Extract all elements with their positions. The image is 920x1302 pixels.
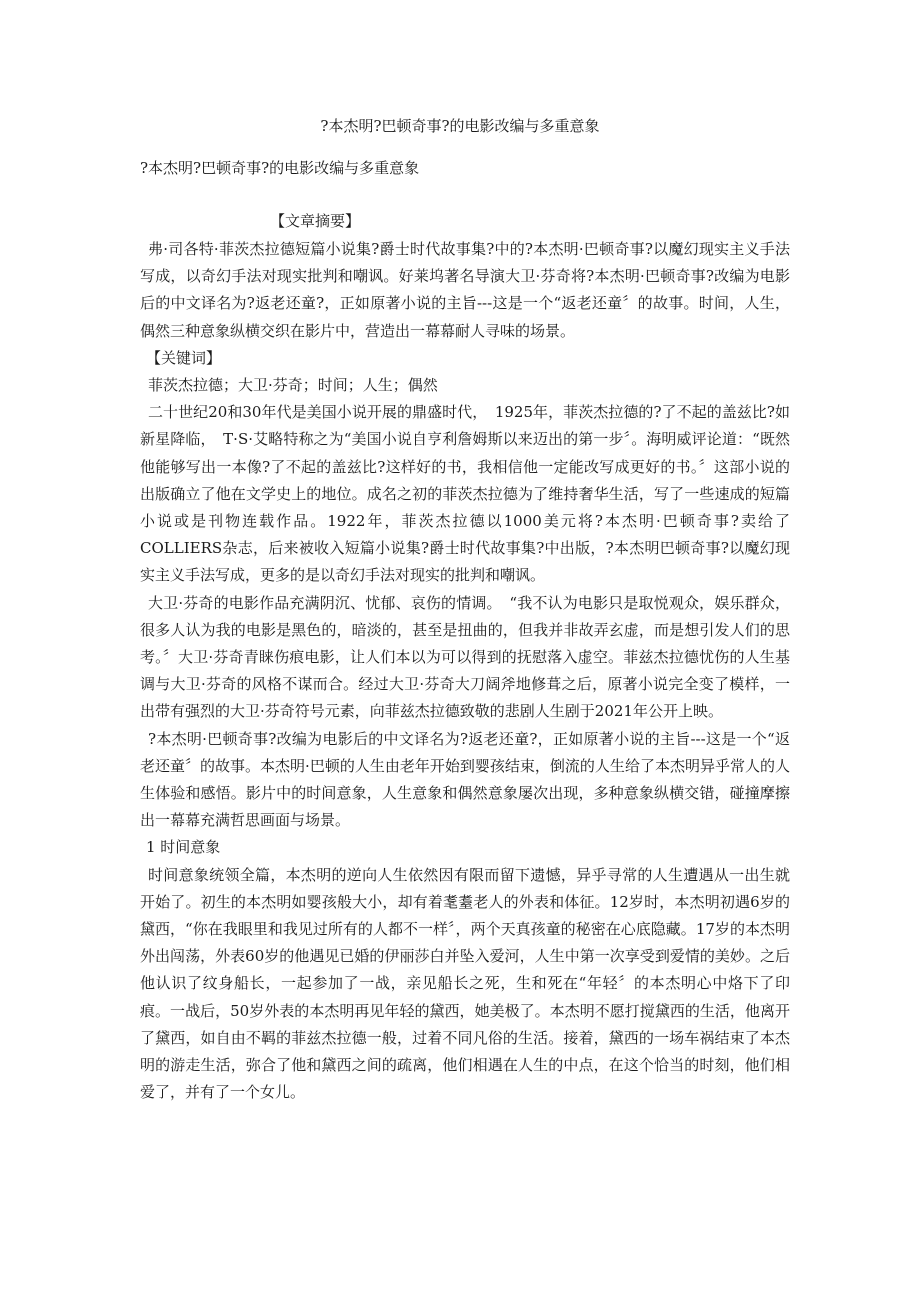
body-paragraph-3: ?本杰明·巴顿奇事?改编为电影后的中文译名为?返老还童?，正如原著小说的主旨---这是一个“返老还童〞的故事。本杰明·巴顿的人生由老年开始到婴孩结束，倒流的人生给了本杰明异乎常人的人生体验和感悟。影片中的时间意象，人生意象和偶然意象屡次出现，多种意象纵横交错，碰撞摩擦出一幕幕充满哲思画面与场景。 xyxy=(140,729,790,830)
document-subtitle: ?本杰明?巴顿奇事?的电影改编与多重意象 xyxy=(140,159,420,177)
section-heading-time-imagery: 1 时间意象 xyxy=(146,838,221,857)
abstract-heading: 【文章摘要】 xyxy=(270,212,361,230)
body-paragraph-4: 时间意象统领全篇，本杰明的逆向人生依然因有限而留下遗憾，异乎寻常的人生遭遇从一出生就开始了。初生的本杰明如婴孩般大小，却有着耄耋老人的外表和体征。12岁时，本杰明初遇6岁的黛西，“你在我眼里和我见过所有的人都不一样〞，两个天真孩童的秘密在心底隐藏。17岁的本杰明外出闯荡，外表60岁的他遇见已婚的伊丽莎白并坠入爱河，人生中第一次享受到爱情的美妙。之后他认识了纹身船长，一起参加了一战，亲见船长之死，生和死在“年轻〞的本杰明心中烙下了印痕。一战后，50岁外表的本杰明再见年轻的黛西，她美极了。本杰明不愿打搅黛西的生活，他离开了黛西，如自由不羁的菲兹杰拉德一般，过着不同凡俗的生活。接着，黛西的一场车祸结束了本杰明的游走生活，弥合了他和黛西之间的疏离，他们相遇在人生的中点，在这个恰当的时刻，他们相爱了，并有了一个女儿。 xyxy=(140,865,790,1102)
abstract-paragraph: 弗·司各特·菲茨杰拉德短篇小说集?爵士时代故事集?中的?本杰明·巴顿奇事?以魔幻现实主义手法写成，以奇幻手法对现实批判和嘲讽。好莱坞著名导演大卫·芬奇将?本杰明·巴顿奇事?改编为电影后的中文译名为?返老还童?，正如原著小说的主旨---这是一个“返老还童〞的故事。时间，人生，偶然三种意象纵横交织在影片中，营造出一幕幕耐人寻味的场景。 xyxy=(140,240,790,340)
document-title: ?本杰明?巴顿奇事?的电影改编与多重意象 xyxy=(320,117,600,135)
body-paragraph-2: 大卫·芬奇的电影作品充满阴沉、忧郁、哀伤的情调。 “我不认为电影只是取悦观众，娱乐群众，很多人认为我的电影是黑色的，暗淡的，甚至是扭曲的，但我并非故弄玄虚，而是想引发人们的思考。〞大卫·芬奇青睐伤痕电影，让人们本以为可以得到的抚慰落入虚空。菲兹杰拉德忧伤的人生基调与大卫·芬奇的风格不谋而合。经过大卫·芬奇大刀阔斧地修葺之后，原著小说完全变了模样，一出带有强烈的大卫·芬奇符号元素，向菲兹杰拉德致敬的悲剧人生剧于2021年公开上映。 xyxy=(140,593,790,721)
document-body xyxy=(140,236,790,1107)
keywords-paragraph: 菲茨杰拉德；大卫·芬奇；时间；人生；偶然 xyxy=(148,376,438,395)
body-paragraph-1: 二十世纪20和30年代是美国小说开展的鼎盛时代， 1925年，菲茨杰拉德的?了不起的盖兹比?如新星降临， T·S·艾略特称之为“美国小说自亨利詹姆斯以来迈出的第一步〞。海明威评论道：“既然他能够写出一本像?了不起的盖兹比?这样好的书，我相信他一定能改写成更好的书。〞这部小说的出版确立了他在文学史上的地位。成名之初的菲茨杰拉德为了维持奢华生活，写了一些速成的短篇小说或是刊物连载作品。1922年，菲茨杰拉德以1000美元将?本杰明·巴顿奇事?卖给了COLLIERS杂志，后来被收入短篇小说集?爵士时代故事集?中出版，?本杰明巴顿奇事?以魔幻现实主义手法写成，更多的是以奇幻手法对现实的批判和嘲讽。 xyxy=(140,403,790,585)
keywords-heading: 【关键词】 xyxy=(146,348,222,367)
